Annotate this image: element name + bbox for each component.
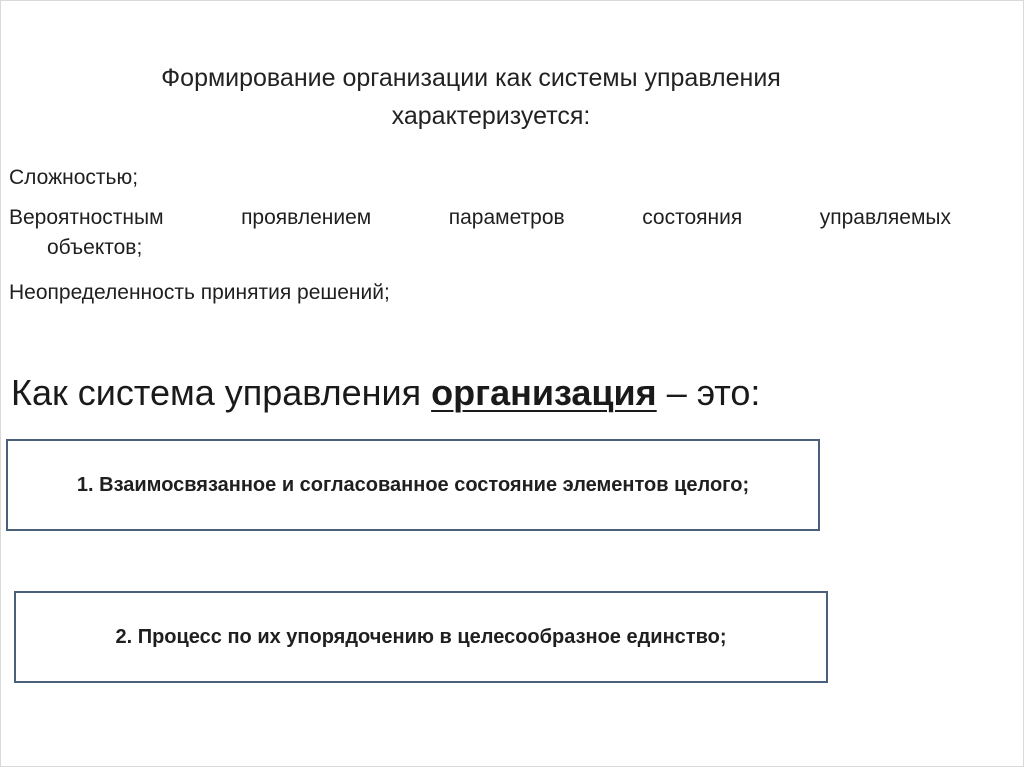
bullet-word: управляемых [819, 206, 951, 229]
definition-term: организация [431, 372, 657, 413]
bullet-probabilistic [9, 203, 951, 263]
bullet-word: проявлением [241, 206, 372, 229]
bullet-probabilistic-continuation: объектов; [47, 236, 143, 259]
definition-box-2 [14, 591, 828, 683]
definition-box-1 [6, 439, 820, 531]
bullet-word: состояния [642, 206, 743, 229]
bullet-uncertainty: Неопределенность принятия решений; [9, 281, 390, 304]
slide-title [41, 59, 901, 135]
definition-box-1-text: 1. Взаимосвязанное и согласованное состояние элементов целого; [76, 474, 750, 496]
definition-prefix: Как система управления [11, 372, 432, 413]
definition-box-2-text: 2. Процесс по их упорядочению в целесообразное единство; [115, 626, 727, 648]
definition-suffix: – это: [656, 372, 761, 413]
bullet-probabilistic-first-line [9, 203, 951, 233]
bullet-word: Вероятностным [9, 206, 164, 229]
slide-title-line-2: характеризуется: [391, 102, 591, 130]
definition-heading [11, 369, 760, 417]
slide-title-line-1: Формирование организации как системы управления [161, 64, 781, 92]
bullet-word: параметров [448, 206, 565, 229]
bullet-complexity: Сложностью; [9, 166, 139, 189]
